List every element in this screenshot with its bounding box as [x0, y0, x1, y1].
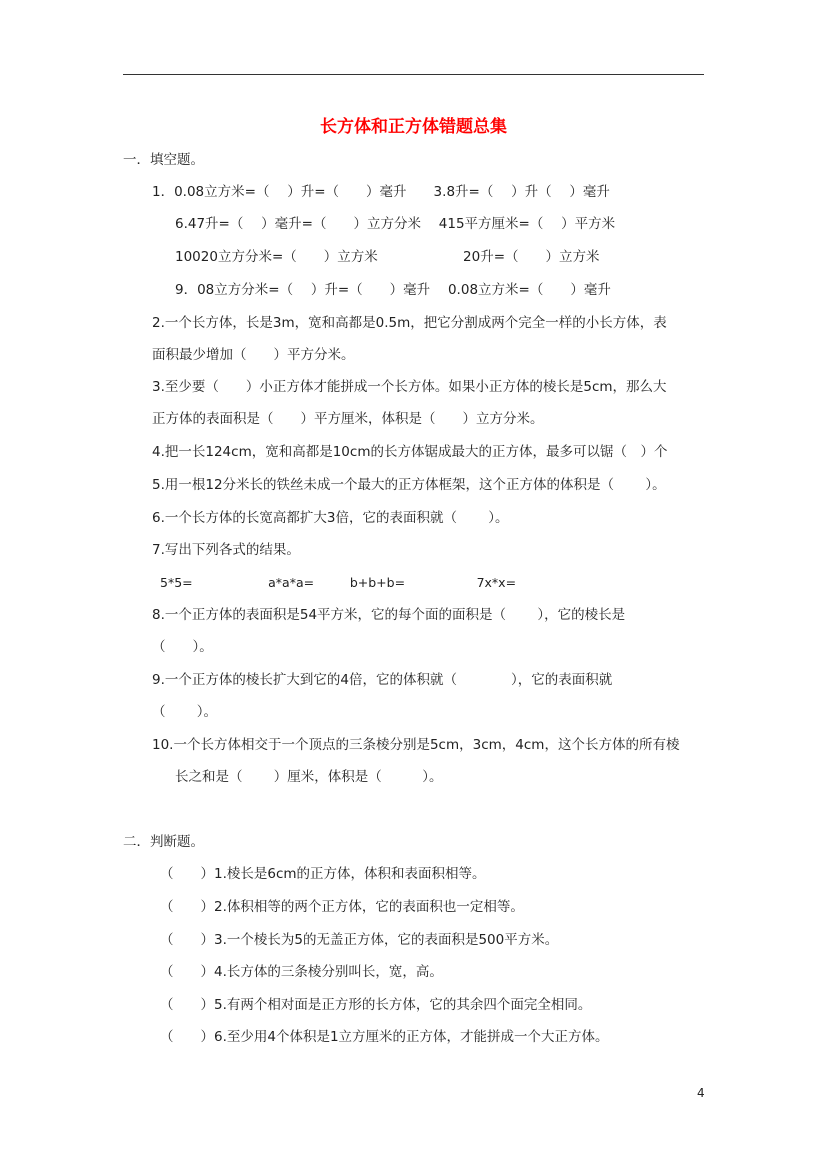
- true-false-item: （ ）2.体积相等的两个正方体，它的表面积也一定相等。: [160, 899, 524, 915]
- true-false-item: （ ）4.长方体的三条棱分别叫长，宽，高。: [160, 964, 443, 980]
- true-false-item: （ ）3.一个棱长为5的无盖正方体，它的表面积是500平方米。: [160, 932, 559, 948]
- fill-blank-line: 9．08立方分米=（ ）升=（ ）毫升 0.08立方米=（ ）毫升: [175, 282, 611, 298]
- fill-blank-line: 3.至少要（ ）小正方体才能拼成一个长方体。如果小正方体的棱长是5cm，那么大: [152, 379, 667, 395]
- fill-blank-line: 6.47升=（ ）毫升=（ ）立方分米 415平方厘米=（ ）平方米: [175, 216, 616, 232]
- fill-blank-line: 9.一个正方体的棱长扩大到它的4倍，它的体积就（ ），它的表面积就: [152, 672, 613, 688]
- fill-blank-line: 面积最少增加（ ）平方分米。: [152, 347, 355, 363]
- fill-blank-line: 10.一个长方体相交于一个顶点的三条棱分别是5cm，3cm，4cm，这个长方体的所有棱: [152, 737, 680, 753]
- fill-blank-line: 正方体的表面积是（ ）平方厘米，体积是（ ）立方分米。: [152, 411, 544, 427]
- page-title: 长方体和正方体错题总集: [320, 117, 507, 137]
- section-heading-fill-blank: 一．填空题。: [123, 152, 204, 168]
- header-rule: [123, 74, 704, 75]
- fill-blank-line: 5.用一根12分米长的铁丝未成一个最大的正方体框架，这个正方体的体积是（ ）。: [152, 477, 666, 493]
- fill-blank-line: 4.把一长124cm，宽和高都是10cm的长方体锯成最大的正方体，最多可以锯（ ）个: [152, 444, 668, 460]
- fill-blank-line: 8.一个正方体的表面积是54平方米，它的每个面的面积是（ ），它的棱长是: [152, 607, 626, 623]
- fill-blank-line: （ ）。: [152, 704, 218, 720]
- true-false-item: （ ）1.棱长是6cm的正方体，体积和表面积相等。: [160, 866, 486, 882]
- fill-blank-line: （ ）。: [152, 639, 213, 655]
- page-number: 4: [697, 1086, 705, 1100]
- fill-blank-line: 7.写出下列各式的结果。: [152, 542, 300, 558]
- true-false-item: （ ）6.至少用4个体积是1立方厘米的正方体，才能拼成一个大正方体。: [160, 1029, 609, 1045]
- true-false-item: （ ）5.有两个相对面是正方形的长方体，它的其余四个面完全相同。: [160, 997, 592, 1013]
- fill-blank-line: 1．0.08立方米=（ ）升=（ ）毫升 3.8升=（ ）升（ ）毫升: [152, 184, 610, 200]
- fill-blank-line: 5*5= a*a*a= b+b+b= 7x*x=: [160, 575, 517, 590]
- fill-blank-line: 10020立方分米=（ ）立方米 20升=（ ）立方米: [175, 249, 600, 265]
- section-heading-true-false: 二．判断题。: [123, 834, 204, 850]
- fill-blank-line: 6.一个长方体的长宽高都扩大3倍，它的表面积就（ ）。: [152, 510, 509, 526]
- fill-blank-line: 长之和是（ ）厘米，体积是（ ）。: [175, 769, 443, 785]
- fill-blank-line: 2.一个长方体，长是3m，宽和高都是0.5m，把它分割成两个完全一样的小长方体，表: [152, 315, 667, 331]
